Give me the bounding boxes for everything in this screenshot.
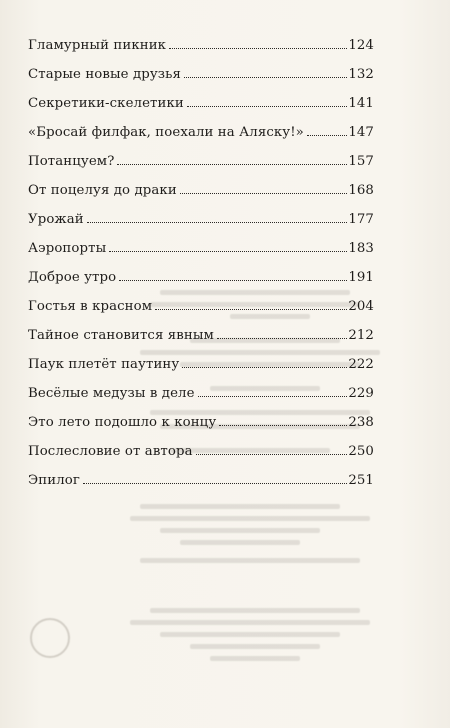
bleed-through-line (160, 632, 340, 637)
toc-entry (28, 357, 374, 386)
toc-entry (28, 212, 374, 241)
toc-entry-title: Секретики-скелетики (28, 96, 184, 111)
toc-entry-title: Весёлые медузы в деле (28, 386, 195, 401)
toc-entry-page-number: 147 (348, 125, 374, 140)
toc-entry (28, 96, 374, 125)
toc-entry (28, 386, 374, 415)
bleed-through-line (140, 504, 340, 509)
dot-leader (217, 338, 347, 339)
toc-entry-page-number: 141 (348, 96, 374, 111)
toc-entry-page-number: 183 (348, 241, 374, 256)
toc-entry (28, 38, 374, 67)
toc-entry-page-number: 250 (348, 444, 374, 459)
toc-entry-page-number: 132 (348, 67, 374, 82)
toc-entry (28, 67, 374, 96)
dot-leader (109, 251, 347, 252)
toc-entry-title: «Бросай филфак, поехали на Аляску!» (28, 125, 304, 140)
toc-entry (28, 299, 374, 328)
toc-entry-title: Доброе утро (28, 270, 117, 285)
dot-leader (187, 106, 347, 107)
toc-entry-page-number: 251 (348, 473, 374, 488)
dot-leader (307, 135, 347, 136)
toc-entry-title: Послесловие от автора (28, 444, 193, 459)
toc-entry-title: Гостья в красном (28, 299, 153, 314)
dot-leader (87, 222, 348, 223)
toc-entry-title: Потанцуем? (28, 154, 115, 169)
dot-leader (169, 48, 347, 49)
bleed-through-line (130, 516, 370, 521)
bleed-through-line (150, 608, 360, 613)
toc-entry (28, 241, 374, 270)
dot-leader (83, 483, 347, 484)
dot-leader (182, 367, 347, 368)
toc-entry (28, 154, 374, 183)
toc-entry-page-number: 212 (348, 328, 374, 343)
toc-entry-title: Гламурный пикник (28, 38, 167, 53)
toc-entry (28, 473, 374, 502)
dot-leader (184, 77, 347, 78)
toc-entry-title: Аэропорты (28, 241, 107, 256)
toc-entry (28, 183, 374, 212)
dot-leader (219, 425, 347, 426)
toc-entry-page-number: 168 (348, 183, 374, 198)
dot-leader (198, 396, 348, 397)
toc-entry-title: Тайное становится явным (28, 328, 214, 343)
dot-leader (196, 454, 348, 455)
toc-entry-page-number: 229 (348, 386, 374, 401)
toc-entry-page-number: 157 (348, 154, 374, 169)
toc-entry (28, 415, 374, 444)
toc-entry-title: Старые новые друзья (28, 67, 181, 82)
toc-entry (28, 270, 374, 299)
dot-leader (117, 164, 347, 165)
toc-entry-title: Паук плетёт паутину (28, 357, 180, 372)
bleed-through-line (140, 558, 360, 563)
toc-entry-title: От поцелуя до драки (28, 183, 177, 198)
toc-entry-page-number: 191 (348, 270, 374, 285)
toc-entry-page-number: 177 (348, 212, 374, 227)
toc-entry (28, 125, 374, 154)
toc-entry (28, 444, 374, 473)
toc-entry-title: Это лето подошло к концу (28, 415, 217, 430)
bleed-through-line (160, 528, 320, 533)
toc-entry-page-number: 222 (348, 357, 374, 372)
toc-entry (28, 328, 374, 357)
bleed-through-line (130, 620, 370, 625)
bleed-through-line (190, 644, 320, 649)
dot-leader (119, 280, 347, 281)
age-rating-badge-bleed (30, 618, 70, 658)
table-of-contents (28, 38, 374, 502)
bleed-through-line (180, 540, 300, 545)
dot-leader (180, 193, 348, 194)
dot-leader (155, 309, 347, 310)
toc-entry-title: Урожай (28, 212, 84, 227)
toc-entry-title: Эпилог (28, 473, 80, 488)
toc-entry-page-number: 124 (348, 38, 374, 53)
bleed-through-line (210, 656, 300, 661)
toc-entry-page-number: 238 (348, 415, 374, 430)
toc-entry-page-number: 204 (348, 299, 374, 314)
